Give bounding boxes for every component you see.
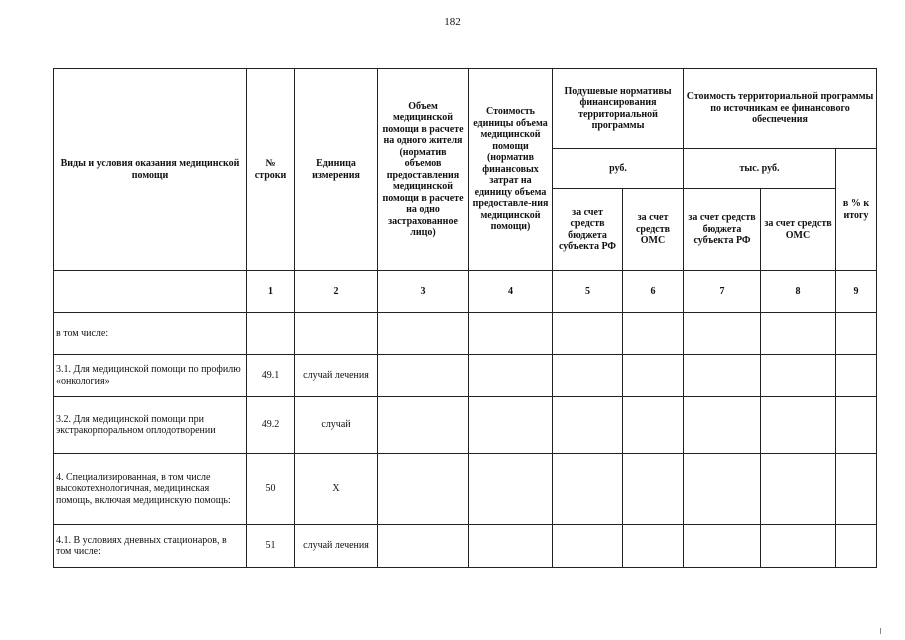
empty-cell [623,313,684,355]
header-program-cost-group: Стоимость территориальной программы по источникам ее финансового обеспечения [684,69,877,149]
empty-cell [684,355,761,397]
empty-cell [378,355,469,397]
empty-cell [378,525,469,568]
row-line-number: 49.1 [247,355,295,397]
empty-cell [553,525,623,568]
header-thous-rub: тыс. руб. [684,149,836,189]
row-line-number: 51 [247,525,295,568]
table-row [54,355,877,397]
row-unit: случай лечения [295,525,378,568]
row-description: в том числе: [54,313,247,355]
medical-care-cost-table [53,68,877,568]
row-unit: случай [295,397,378,454]
empty-cell [623,525,684,568]
empty-cell [761,397,836,454]
empty-cell [469,397,553,454]
empty-cell [623,454,684,525]
empty-cell [761,313,836,355]
row-description: 3.2. Для медицинской помощи при экстракорпоральном оплодотворении [54,397,247,454]
column-number-cell [54,271,247,313]
empty-cell [836,313,877,355]
empty-cell [553,313,623,355]
table-row [54,313,877,355]
scan-corner-mark [880,628,887,634]
row-description: 4. Специализированная, в том числе высокотехнологичная, медицинская помощь, включая медицинскую помощь: [54,454,247,525]
row-line-number: 49.2 [247,397,295,454]
header-volume: Объем медицинской помощи в расчете на одного жителя (норматив объемов предоставления медицинской помощи в расчете на одно застрахованное лицо) [378,69,469,271]
table-row [54,397,877,454]
empty-cell [684,454,761,525]
column-number-cell: 2 [295,271,378,313]
row-unit: Х [295,454,378,525]
row-unit: случай лечения [295,355,378,397]
column-number-cell: 7 [684,271,761,313]
header-budget-subject-2: за счет средств бюджета субъекта РФ [684,189,761,271]
empty-cell [378,313,469,355]
empty-cell [469,454,553,525]
empty-cell [761,454,836,525]
empty-cell [623,397,684,454]
empty-cell [553,397,623,454]
empty-cell [836,454,877,525]
empty-cell [469,355,553,397]
column-number-row [54,271,877,313]
header-per-capita-group: Подушевые нормативы финансирования территориальной программы [553,69,684,149]
empty-cell [378,454,469,525]
empty-cell [684,313,761,355]
header-oms-2: за счет средств ОМС [761,189,836,271]
row-description: 4.1. В условиях дневных стационаров, в том числе: [54,525,247,568]
empty-cell [378,397,469,454]
column-number-cell: 9 [836,271,877,313]
row-line-number: 50 [247,454,295,525]
empty-cell [553,355,623,397]
row-line-number [247,313,295,355]
empty-cell [553,454,623,525]
page-number: 182 [444,16,461,28]
empty-cell [836,397,877,454]
header-unit-cost: Стоимость единицы объема медицинской помощи (норматив финансовых затрат на единицу объема предоставле-ния медицинской помощи) [469,69,553,271]
empty-cell [469,525,553,568]
header-percent: в % к итогу [836,149,877,271]
header-care-types: Виды и условия оказания медицинской помощи [54,69,247,271]
header-unit: Единица измерения [295,69,378,271]
empty-cell [623,355,684,397]
empty-cell [836,355,877,397]
header-rub: руб. [553,149,684,189]
table-row [54,525,877,568]
column-number-cell: 5 [553,271,623,313]
empty-cell [684,397,761,454]
header-budget-subject: за счет средств бюджета субъекта РФ [553,189,623,271]
column-number-cell: 3 [378,271,469,313]
header-line-number: № строки [247,69,295,271]
column-number-cell: 6 [623,271,684,313]
column-number-cell: 8 [761,271,836,313]
row-description: 3.1. Для медицинской помощи по профилю «онкология» [54,355,247,397]
empty-cell [684,525,761,568]
table-row [54,454,877,525]
header-oms: за счет средств ОМС [623,189,684,271]
empty-cell [836,525,877,568]
empty-cell [469,313,553,355]
empty-cell [761,525,836,568]
column-number-cell: 1 [247,271,295,313]
row-unit [295,313,378,355]
column-number-cell: 4 [469,271,553,313]
empty-cell [761,355,836,397]
